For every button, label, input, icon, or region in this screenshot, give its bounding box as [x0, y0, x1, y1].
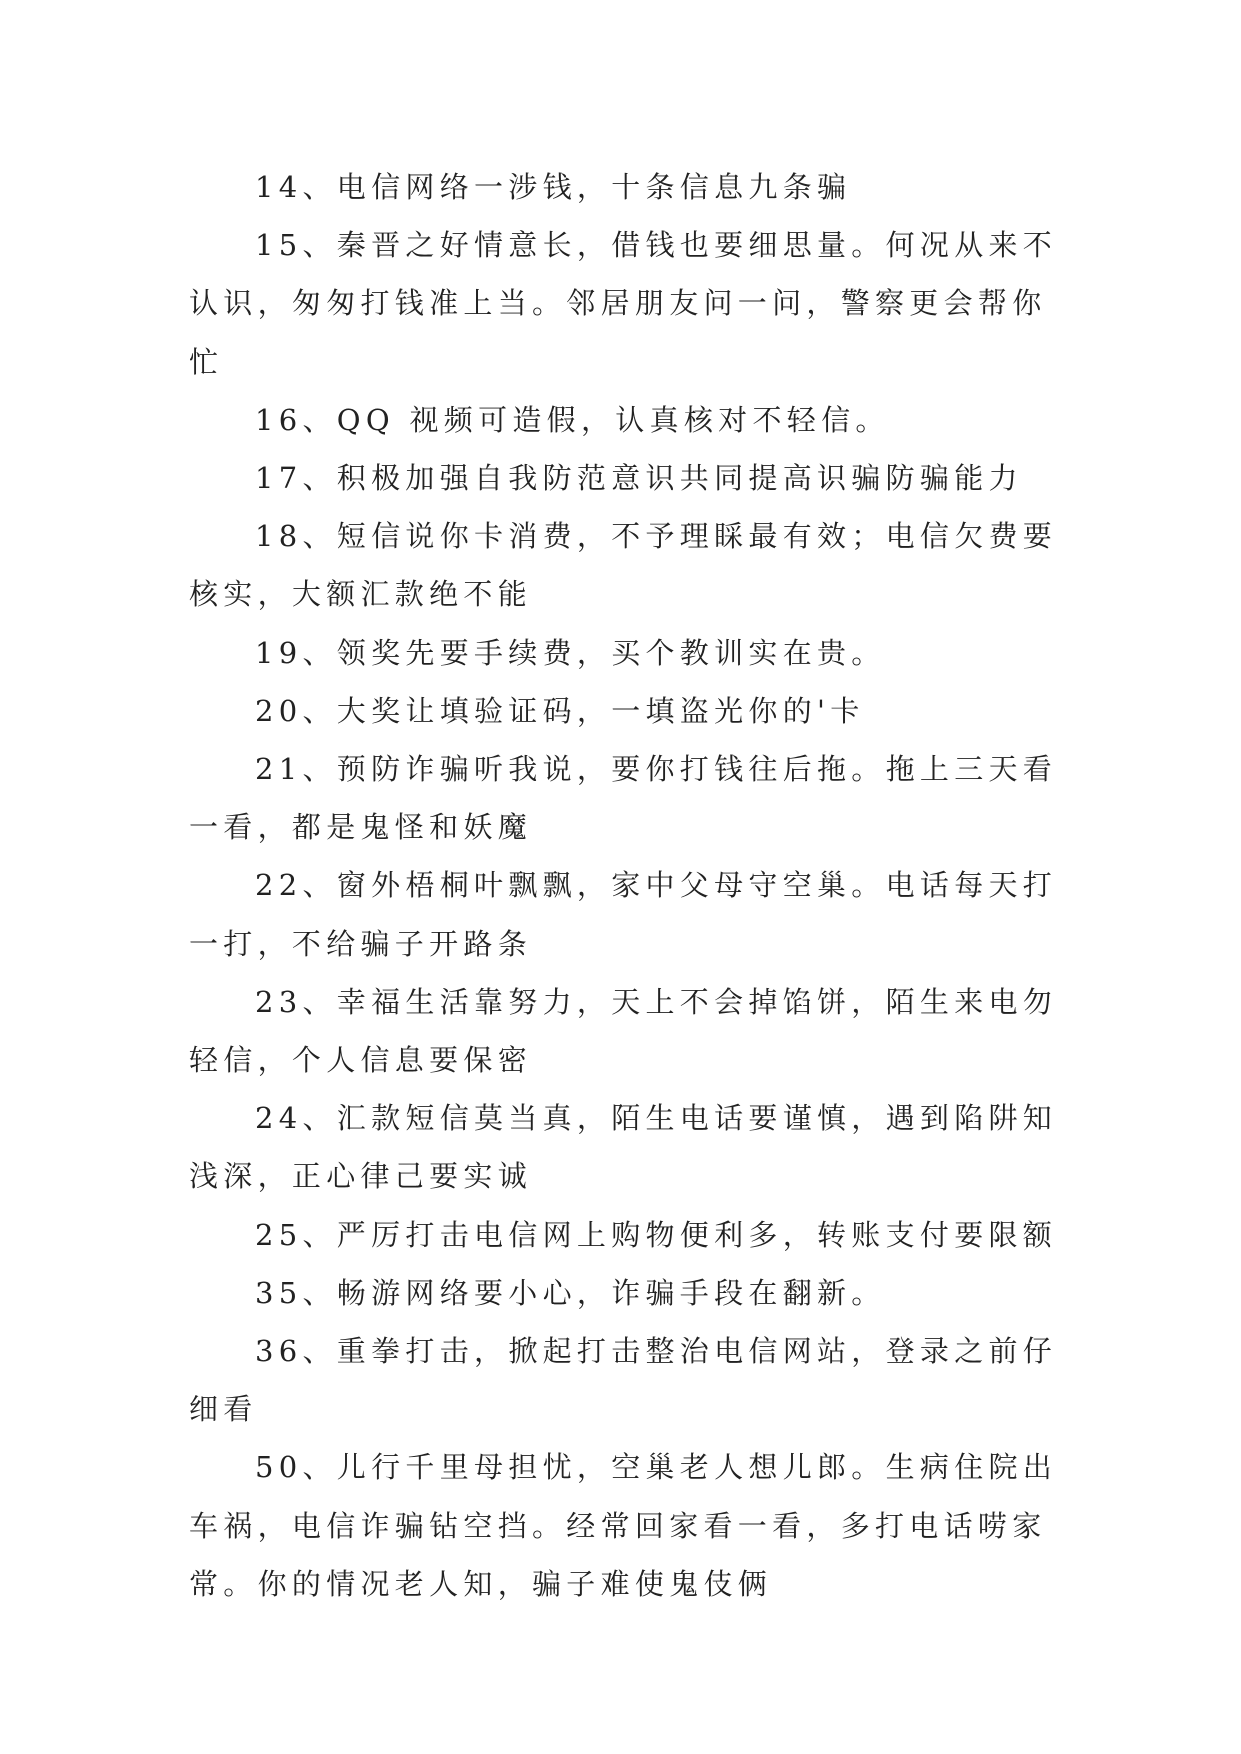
- paragraph-17: 17、积极加强自我防范意识共同提高识骗防骗能力: [255, 461, 1023, 496]
- paragraph-23: 23、幸福生活靠努力，天上不会掉馅饼，陌生来电勿轻信，个人信息要保密: [189, 984, 1058, 1078]
- paragraph-20: 20、大奖让填验证码，一填盗光你的'卡: [255, 693, 865, 728]
- paragraph-21: 21、预防诈骗听我说，要你打钱往后拖。拖上三天看一看，都是鬼怪和妖魔: [189, 752, 1058, 845]
- paragraph-22: 22、窗外梧桐叶飘飘，家中父母守空巢。电话每天打一打，不给骗子开路条: [189, 868, 1058, 961]
- paragraph-36: 36、重拳打击，掀起打击整治电信网站，登录之前仔细看: [189, 1334, 1058, 1427]
- paragraph-50: 50、儿行千里母担忧，空巢老人想儿郎。生病住院出车祸，电信诈骗钻空挡。经常回家看一看，多打电话唠家常。你的情况老人知，骗子难使鬼伎俩: [189, 1450, 1058, 1601]
- paragraph-15: 15、秦晋之好情意长，借钱也要细思量。何况从来不认识，匆匆打钱准上当。邻居朋友问一问，警察更会帮你忙: [189, 228, 1058, 379]
- paragraph-14: 14、电信网络一涉钱，十条信息九条骗: [255, 170, 852, 204]
- paragraph-16: 16、QQ 视频可造假，认真核对不轻信。: [255, 402, 890, 437]
- paragraph-35: 35、畅游网络要小心，诈骗手段在翻新。: [255, 1275, 886, 1310]
- paragraph-19: 19、领奖先要手续费，买个教训实在贵。: [255, 635, 886, 670]
- document-body: [189, 158, 1069, 1613]
- paragraph-18: 18、短信说你卡消费，不予理睬最有效；电信欠费要核实，大额汇款绝不能: [189, 519, 1058, 612]
- paragraph-25: 25、严厉打击电信网上购物便利多，转账支付要限额: [255, 1217, 1058, 1252]
- paragraph-24: 24、汇款短信莫当真，陌生电话要谨慎，遇到陷阱知浅深，正心律己要实诚: [189, 1101, 1058, 1194]
